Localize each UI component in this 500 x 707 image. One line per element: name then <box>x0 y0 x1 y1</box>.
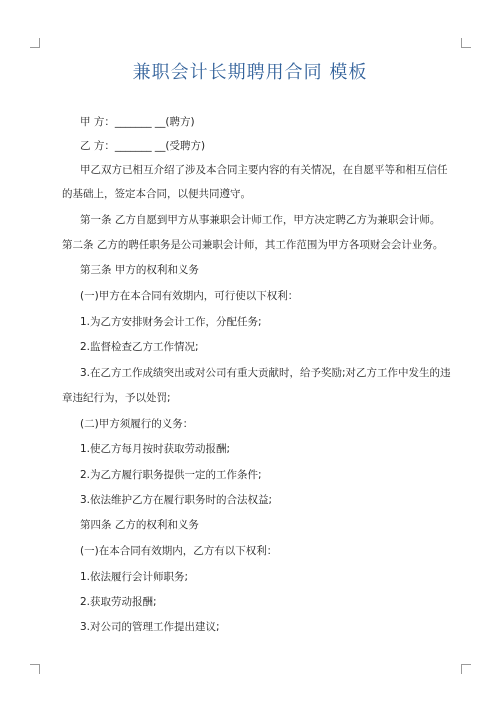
party-a-line: 甲 方：_______ __(聘方) <box>80 116 195 128</box>
article-1: 第一条 乙方自愿到甲方从事兼职会计师工作，甲方决定聘乙方为兼职会计师。 <box>80 214 441 226</box>
crop-mark-bottom-right <box>461 664 471 674</box>
party-b-right-2: 2.获取劳动报酬; <box>80 596 157 608</box>
crop-mark-top-left <box>30 38 40 48</box>
article-3-heading: 第三条 甲方的权利和义务 <box>80 264 199 276</box>
intro-paragraph-line-2: 的基础上，签定本合同，以便共同遵守。 <box>62 188 251 200</box>
party-a-right-3-line-1: 3.在乙方工作成绩突出或对公司有重大贡献时，给予奖励;对乙方工作中发生的违 <box>80 367 451 379</box>
article-2: 第二条 乙方的聘任职务是公司兼职会计师，其工作范围为甲方各项财会会计业务。 <box>62 239 444 251</box>
party-b-right-1: 1.依法履行会计师职务; <box>80 571 189 583</box>
crop-mark-bottom-left <box>30 664 40 674</box>
party-b-right-3: 3.对公司的管理工作提出建议; <box>80 621 220 633</box>
party-a-right-3-line-2: 章违纪行为，予以处罚; <box>62 392 171 404</box>
party-a-duty-2: 2.为乙方履行职务提供一定的工作条件; <box>80 469 262 481</box>
document-title: 兼职会计长期聘用合同 模板 <box>132 62 368 83</box>
party-a-right-1: 1.为乙方安排财务会计工作，分配任务; <box>80 316 262 328</box>
party-a-right-2: 2.监督检查乙方工作情况; <box>80 341 199 353</box>
party-a-duty-1: 1.使乙方每月按时获取劳动报酬; <box>80 443 231 455</box>
party-a-duty-3: 3.依法维护乙方在履行职务时的合法权益; <box>80 494 273 506</box>
party-a-rights-heading: (一)甲方在本合同有效期内，可行使以下权利： <box>80 290 299 302</box>
article-4-heading: 第四条 乙方的权利和义务 <box>80 519 199 531</box>
intro-paragraph-line-1: 甲乙双方已相互介绍了涉及本合同主要内容的有关情况，在自愿平等和相互信任 <box>80 164 448 176</box>
party-a-duties-heading: (二)甲方须履行的义务： <box>80 418 194 430</box>
crop-mark-top-right <box>461 38 471 48</box>
party-b-line: 乙 方：_______ __(受聘方) <box>80 140 206 152</box>
party-b-rights-heading: (一)在本合同有效期内，乙方有以下权利： <box>80 545 278 557</box>
